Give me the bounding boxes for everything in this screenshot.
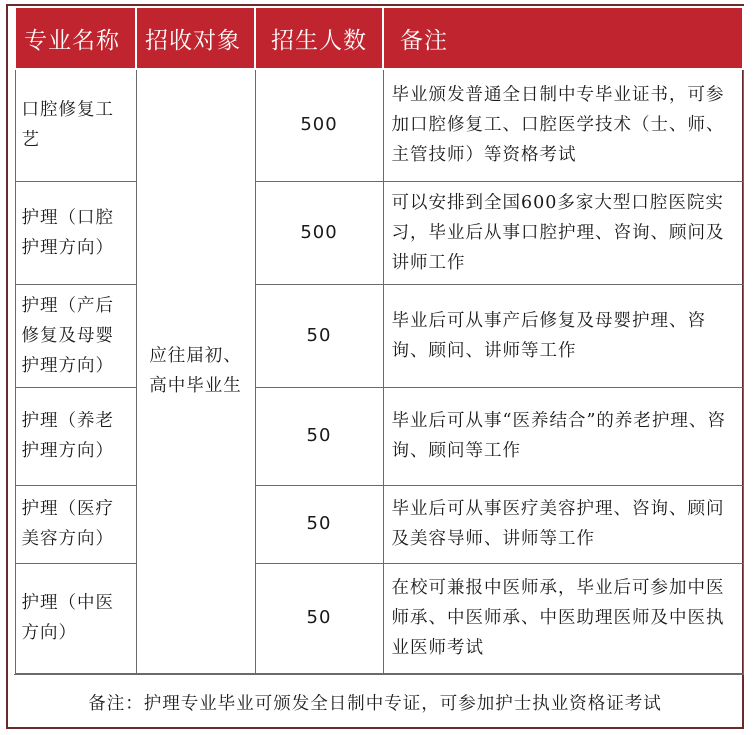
count-cell: 50 [255,284,383,387]
major-cell: 护理（产后修复及母婴护理方向） [15,284,136,387]
footer-divider [14,674,744,675]
table-row [15,284,743,387]
major-cell: 护理（养老护理方向） [15,387,136,485]
note-cell: 毕业后可从事医疗美容护理、咨询、顾问及美容导师、讲师等工作 [383,485,743,563]
major-cell: 护理（中医方向） [15,563,136,673]
table-row [15,485,743,563]
note-cell: 毕业后可从事产后修复及母婴护理、咨询、顾问、讲师等工作 [383,284,743,387]
table-row [15,69,743,181]
header-major: 专业名称 [15,7,136,69]
note-cell: 可以安排到全国600多家大型口腔医院实习，毕业后从事口腔护理、咨询、顾问及讲师工作 [383,181,743,284]
target-cell [136,69,255,673]
header-row [15,7,743,69]
major-cell: 护理（口腔护理方向） [15,181,136,284]
header-target: 招收对象 [136,7,255,69]
count-cell: 500 [255,181,383,284]
note-cell: 毕业后可从事“医养结合”的养老护理、咨询、顾问等工作 [383,387,743,485]
note-cell: 在校可兼报中医师承，毕业后可参加中医师承、中医师承、中医助理医师及中医执业医师考试 [383,563,743,673]
count-cell: 500 [255,69,383,181]
header-count: 招生人数 [255,7,383,69]
table-row [15,563,743,673]
major-cell: 口腔修复工艺 [15,69,136,181]
table-row [15,387,743,485]
note-cell: 毕业颁发普通全日制中专毕业证书，可参加口腔修复工、口腔医学技术（士、师、主管技师）等资格考试 [383,69,743,181]
footer-note: 备注：护理专业毕业可颁发全日制中专证，可参加护士执业资格证考试 [88,694,662,714]
major-cell: 护理（医疗美容方向） [15,485,136,563]
table-row [15,181,743,284]
count-cell: 50 [255,387,383,485]
header-note: 备注 [383,7,743,69]
count-cell: 50 [255,485,383,563]
enrollment-table [14,6,744,674]
count-cell: 50 [255,563,383,673]
target-text: 应往届初、高中毕业生 [149,346,242,397]
